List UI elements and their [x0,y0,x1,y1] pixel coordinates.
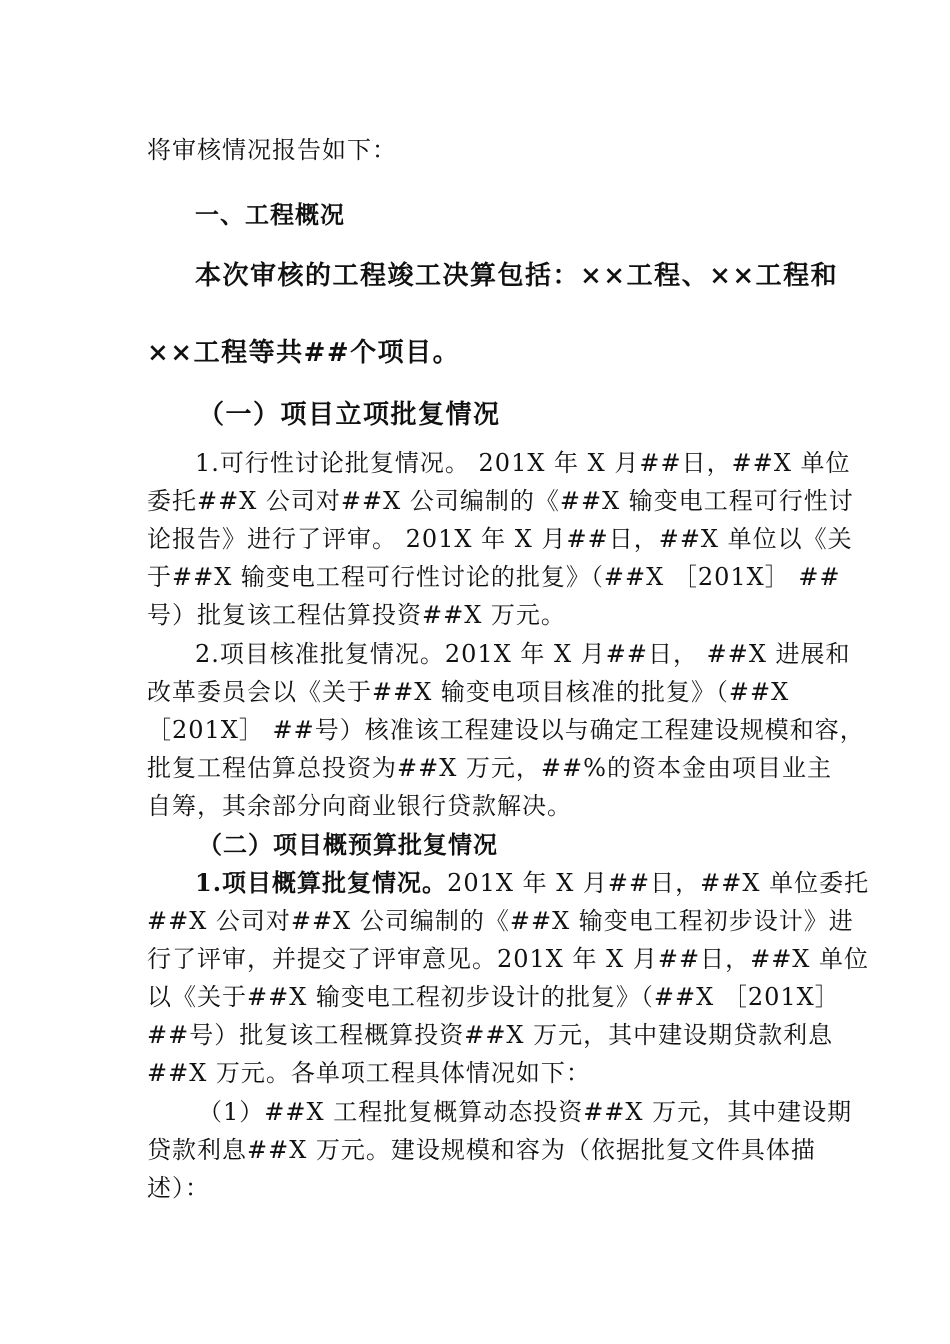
p1-line-1: 1.可行性讨论批复情况。 201X 年 X 月##日，##X 单位 [195,449,851,477]
p2-line-2: 改革委员会以《关于##X 输变电项目核准的批复》（##X [147,678,790,706]
p3-line-1-text: 201X 年 X 月##日，##X 单位委托 [447,869,870,897]
p3-lead: 1.项目概算批复情况。 [195,868,448,897]
p1-line-3: 论报告》进行了评审。 201X 年 X 月##日，##X 单位以《关 [147,525,853,553]
intro-line: 将审核情况报告如下： [147,136,397,164]
p1-line-5: 号）批复该工程估算投资##X 万元。 [147,601,566,629]
p2-line-4: 批复工程估算总投资为##X 万元，##%的资本金由项目业主 [147,754,832,782]
sub2-heading: （二）项目概预算批复情况 [198,830,498,859]
p1-line-2: 委托##X 公司对##X 公司编制的《##X 输变电工程可行性讨 [147,487,854,515]
summary-line-2: ××工程等共##个项目。 [147,338,461,368]
p3-line-5: ##号）批复该工程概算投资##X 万元，其中建设期贷款利息 [147,1021,834,1049]
p4-line-1: （1）##X 工程批复概算动态投资##X 万元，其中建设期 [198,1098,853,1126]
section1-heading: 一、工程概况 [195,200,345,229]
p2-line-3: ［201X］ ##号）核准该工程建设以与确定工程建设规模和容， [147,716,865,744]
p2-line-1: 2.项目核准批复情况。201X 年 X 月##日， ##X 进展和 [195,640,851,668]
p3-line-6: ##X 万元。各单项工程具体情况如下： [147,1059,591,1087]
p3-line-2: ##X 公司对##X 公司编制的《##X 输变电工程初步设计》进 [147,907,854,935]
p3-line-3: 行了评审，并提交了评审意见。201X 年 X 月##日，##X 单位 [147,945,870,973]
summary-line-1: 本次审核的工程竣工决算包括：××工程、××工程和 [195,261,839,291]
p2-line-5: 自筹，其余部分向商业银行贷款解决。 [147,792,572,820]
p1-line-4: 于##X 输变电工程可行性讨论的批复》（##X ［201X］ ## [147,563,841,591]
p3-line-4: 以《关于##X 输变电工程初步设计的批复》（##X ［201X］ [147,983,840,1011]
p4-line-2: 贷款利息##X 万元。建设规模和容为（依据批复文件具体描 [147,1136,816,1164]
sub1-heading: （一）项目立项批复情况 [198,400,501,430]
p4-line-3: 述）： [147,1174,210,1202]
p3-line-1 [195,864,869,902]
